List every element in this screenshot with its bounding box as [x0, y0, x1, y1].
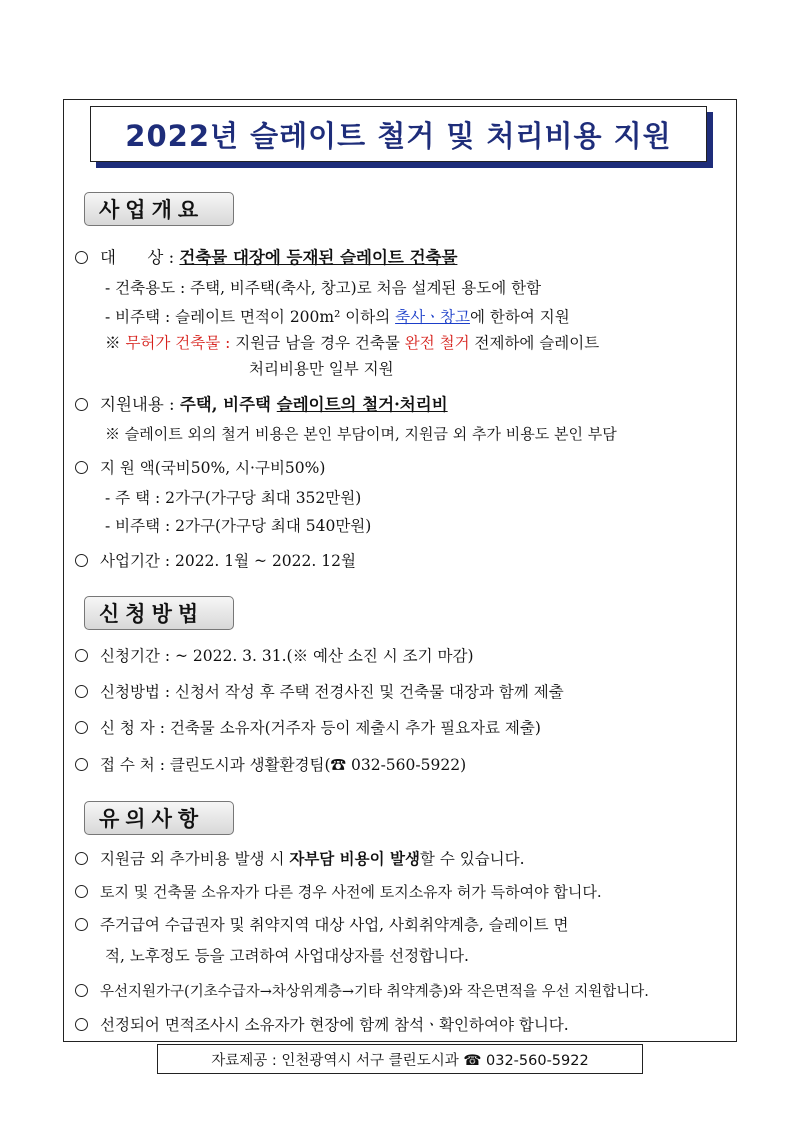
- overview-target: 대 상 : 건축물 대장에 등재된 슬레이트 건축물: [75, 247, 737, 269]
- overview-unlicensed-cont: 처리비용만 일부 지원: [249, 360, 394, 378]
- note-3-cont: 적, 노후정도 등을 고려하여 사업대상자를 선정합니다.: [105, 947, 469, 965]
- overview-period: 사업기간 : 2022. 1월 ~ 2022. 12월: [75, 550, 737, 572]
- circle-bullet-icon: [75, 721, 88, 734]
- overview-nonhouse: - 비주택 : 2가구(가구당 최대 540만원): [105, 517, 372, 535]
- title-box: [90, 106, 707, 162]
- application-office: 접 수 처 : 클린도시과 생활환경팀(☎ 032-560-5922): [75, 754, 737, 776]
- circle-bullet-icon: [75, 685, 88, 698]
- circle-bullet-icon: [75, 554, 88, 567]
- circle-bullet-icon: [75, 251, 88, 264]
- note-1: 지원금 외 추가비용 발생 시 자부담 비용이 발생할 수 있습니다.: [75, 848, 737, 870]
- circle-bullet-icon: [75, 649, 88, 662]
- application-period: 신청기간 : ~ 2022. 3. 31.(※ 예산 소진 시 조기 마감): [75, 645, 737, 667]
- circle-bullet-icon: [75, 984, 88, 997]
- note-2: 토지 및 건축물 소유자가 다른 경우 사전에 토지소유자 허가 득하여야 합니다.: [75, 881, 737, 903]
- circle-bullet-icon: [75, 461, 88, 474]
- circle-bullet-icon: [75, 758, 88, 771]
- overview-unlicensed: ※ 무허가 건축물 : 지원금 남을 경우 건축물 완전 철거 전제하에 슬레이트: [105, 334, 600, 352]
- overview-nonresidential: - 비주택 : 슬레이트 면적이 200m² 이하의 축사ㆍ창고에 한하여 지원: [105, 308, 570, 326]
- circle-bullet-icon: [75, 398, 88, 411]
- note-5: 선정되어 면적조사시 소유자가 현장에 함께 참석ㆍ확인하여야 합니다.: [75, 1014, 737, 1036]
- circle-bullet-icon: [75, 885, 88, 898]
- target-value: 건축물 대장에 등재된 슬레이트 건축물: [179, 248, 458, 267]
- section-application: 신청방법: [84, 596, 234, 630]
- application-applicant: 신 청 자 : 건축물 소유자(거주자 등이 제출시 추가 필요자료 제출): [75, 717, 737, 739]
- overview-content: 지원내용 : 주택, 비주택 슬레이트의 철거·처리비: [75, 394, 737, 416]
- page-title: 2022년 슬레이트 철거 및 처리비용 지원: [125, 118, 672, 153]
- circle-bullet-icon: [75, 1018, 88, 1031]
- source-footer: 자료제공 : 인천광역시 서구 클린도시과 ☎ 032-560-5922: [157, 1044, 643, 1074]
- section-notes: 유의사항: [84, 801, 234, 835]
- note-3: 주거급여 수급권자 및 취약지역 대상 사업, 사회취약계층, 슬레이트 면: [75, 914, 737, 936]
- overview-amount: 지 원 액(국비50%, 시·구비50%): [75, 457, 737, 479]
- overview-house: - 주 택 : 2가구(가구당 최대 352만원): [105, 489, 362, 507]
- circle-bullet-icon: [75, 918, 88, 931]
- overview-content-note: ※ 슬레이트 외의 철거 비용은 본인 부담이며, 지원금 외 추가 비용도 본인 부담: [105, 425, 617, 443]
- circle-bullet-icon: [75, 852, 88, 865]
- nonres-highlight: 축사ㆍ창고: [395, 308, 470, 326]
- overview-use: - 건축용도 : 주택, 비주택(축사, 창고)로 처음 설계된 용도에 한함: [105, 279, 542, 297]
- note-4: 우선지원가구(기초수급자→차상위계층→기타 취약계층)와 작은면적을 우선 지원합니다.: [75, 981, 737, 1003]
- section-overview: 사업개요: [84, 192, 234, 226]
- application-method: 신청방법 : 신청서 작성 후 주택 전경사진 및 건축물 대장과 함께 제출: [75, 681, 737, 703]
